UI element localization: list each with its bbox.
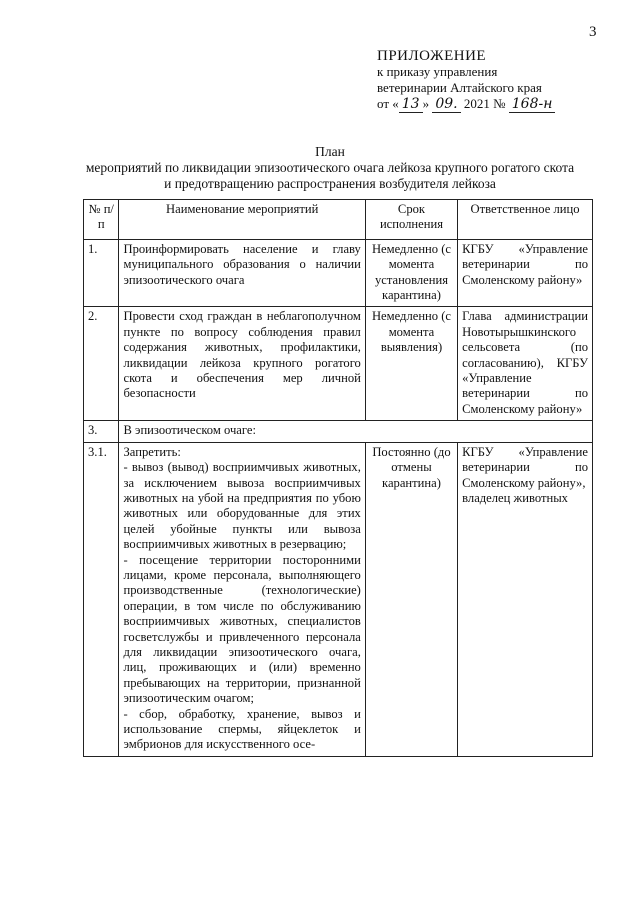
row-term: Немедленно (с момента установления карантина) xyxy=(365,239,457,307)
date-prefix: от « xyxy=(377,96,399,111)
row-num: 2. xyxy=(84,307,119,421)
page-number: 3 xyxy=(589,24,597,40)
date-year: 2021 № xyxy=(463,96,506,111)
row-measure: Проинформировать население и главу муниципального образования о наличии эпизоотического очага xyxy=(119,239,365,307)
measures-table xyxy=(83,199,593,757)
plan-title: План xyxy=(315,144,345,159)
row-term: Постоянно (до отмены карантина) xyxy=(365,442,457,756)
measure-line: - вывоз (вывод) восприимчивых животных, за исключением вывоза восприимчивых животных на убой на предприятия по убою животных или оборудованные для этих целей убойные пункты или вывоза восприимчивых животных в резервацию; xyxy=(123,460,361,552)
row-responsible: Глава администрации Новотырышкинского сельсовета (по согласованию), КГБУ «Управление ветеринарии по Смоленскому району» xyxy=(458,307,593,421)
handwritten-month: 09. xyxy=(432,96,460,113)
row-term: Немедленно (с момента выявления) xyxy=(365,307,457,421)
appendix-date-line xyxy=(377,96,555,112)
table-row xyxy=(84,421,593,442)
row-section-title: В эпизоотическом очаге: xyxy=(119,421,593,442)
table-row xyxy=(84,442,593,756)
header-num-label: № п/п xyxy=(88,202,114,232)
responsible-line: КГБУ «Управление ветеринарии по Смоленскому району», xyxy=(462,444,588,490)
table-header-row xyxy=(84,200,593,240)
appendix-block xyxy=(377,48,555,112)
document-heading xyxy=(40,144,620,192)
row-responsible: КГБУ «Управление ветеринарии по Смоленскому району» xyxy=(458,239,593,307)
plan-subtitle-line-1: мероприятий по ликвидации эпизоотического очага лейкоза крупного рогатого скота xyxy=(85,160,575,175)
responsible-line: владелец животных xyxy=(462,490,568,505)
header-responsible: Ответственное лицо xyxy=(458,200,593,240)
measure-line: Запретить: xyxy=(123,444,181,459)
handwritten-day: 13 xyxy=(399,96,423,113)
measure-line: - посещение территории посторонними лицами, кроме персонала, выполняющего производственные (технологические) операции, в том числе по обслуживанию восприимчивых животных, специалистов госветслужбы и привлеченного персонала для ликвидации эпизоотического очага, лиц, проживающих и (или) временно пребывающих на территории, признанной эпизоотическим очагом; xyxy=(123,552,361,706)
header-name: Наименование мероприятий xyxy=(119,200,365,240)
appendix-title: ПРИЛОЖЕНИЕ xyxy=(377,48,487,64)
appendix-line-2: ветеринарии Алтайского края xyxy=(377,80,542,95)
date-mid: » xyxy=(422,96,430,111)
row-num: 3. xyxy=(84,421,119,442)
table-row xyxy=(84,239,593,307)
row-responsible xyxy=(458,442,593,756)
header-num xyxy=(84,200,119,240)
handwritten-order-number: 168-н xyxy=(509,96,556,113)
row-num: 3.1. xyxy=(84,442,119,756)
row-measure: Провести сход граждан в неблагополучном пункте по вопросу соблюдения правил содержания животных, профилактики, ликвидации лейкоза крупного рогатого скота и обеспечения мер личной безопасности xyxy=(119,307,365,421)
row-measure xyxy=(119,442,365,756)
table-row xyxy=(84,307,593,421)
row-num: 1. xyxy=(84,239,119,307)
header-term: Срок исполнения xyxy=(365,200,457,240)
appendix-line-1: к приказу управления xyxy=(377,64,498,79)
plan-subtitle-line-2: и предотвращению распространения возбудителя лейкоза xyxy=(164,176,496,191)
measure-line: - сбор, обработку, хранение, вывоз и использование спермы, яйцеклеток и эмбрионов для искусственного осе- xyxy=(123,706,361,752)
